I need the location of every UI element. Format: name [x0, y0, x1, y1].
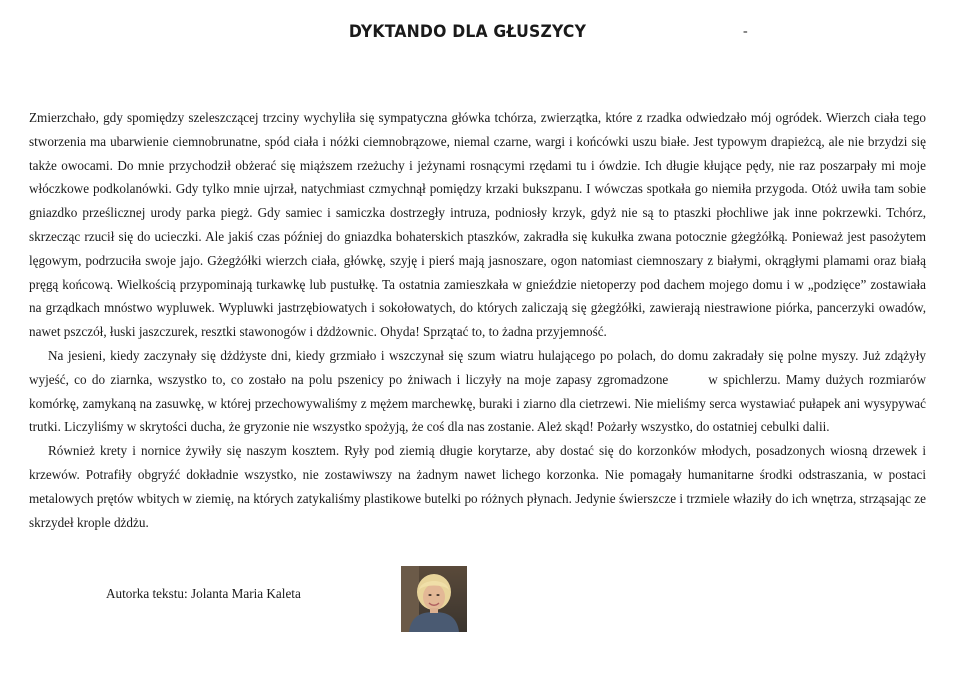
document-title: DYKTANDO DLA GŁUSZYCY: [348, 22, 587, 42]
paragraph-2: [29, 344, 926, 439]
paragraph-2-part-2: w spichlerzu. Mamy dużych rozmiarów komórkę, zamykaną na zasuwkę, w której przechowywaliśmy z mężem marchewkę, buraki i ziarno dla cietrzewi. Nie mieliśmy serca wystawiać pułapek ani wysypywać trutki. Liczyliśmy w skrytości ducha, że gryzonie nie wszystko spożyją, że coś dla nas zostanie. Ależ skąd! Pożarły wszystko, do ostatniej cebulki dalii.: [29, 371, 926, 435]
author-credit: Autorka tekstu: Jolanta Maria Kaleta: [106, 586, 301, 601]
paragraph-2-part-1: Na jesieni, kiedy zaczynały się dżdżyste dni, kiedy grzmiało i wszczynał się szum wiatru hulającego po polach, do domu zakradały się polne myszy. Już zdążyły wyjeść, co do ziarnka, wszystko to, co zostało na polu pszenicy po żniwach i liczyły na moje zapasy zgromadzone: [29, 347, 926, 387]
author-photo: [401, 566, 467, 632]
document-body: [29, 106, 926, 534]
paragraph-3: Również krety i nornice żywiły się naszym kosztem. Ryły pod ziemią długie korytarze, aby dostać się do korzonków młodych, posadzonych wiosną drzewek i krzewów. Potrafiły obgryźć dokładnie wszystko, nie zostawiwszy na żadnym nawet lichego korzonka. Nie pomagały humanitarne środki odstraszania, w postaci metalowych prętów wbitych w ziemię, na których zatykaliśmy plastikowe butelki po różnych płynach. Jedynie świerszcze i trzmiele właziły do ich wnętrza, strząsając ze skrzydeł krople dżdżu.: [29, 443, 926, 530]
paragraph-1: Zmierzchało, gdy spomiędzy szeleszczącej trzciny wychyliła się sympatyczna główka tchórza, zwierzątka, które z rzadka odwiedzało mój ogródek. Wierzch ciała tego stworzenia ma ubarwienie ciemnobrunatne, spód ciała i nóżki ciemnobrązowe, niemal czarne, wargi i końcówki uszu białe. Jest typowym drapieżcą, ale nie brzydzi się także owocami. Do mnie przychodził obżerać się miąższem rzeżuchy i jeżynami rosnącymi rzędami tu i ówdzie. Ich długie kłujące pędy, nie raz poszarpały mi moje włóczkowe podkolanówki. Gdy tylko mnie ujrzał, natychmiast czmychnął pomiędzy krzaki bukszpanu. I wówczas spotkała go niemiła przygoda. Otóż uwiła tam sobie gniazdko prześlicznej urody parka piegż. Gdy samiec i samiczka dostrzegły intruza, podniosły krzyk, gdyż nie są to ptaszki płochliwe jak inne pokrzewki. Tchórz, skrzecząc rzucił się do ucieczki. Ale jakiś czas później do gniazdka bohaterskich ptaszków, zakradła się kukułka zwana potocznie gżegżółką. Ponieważ jest pasożytem lęgowym, podrzuciła swoje jajo. Gżegżółki wierzch ciała, główkę, szyję i pierś mają jasnoszare, ogon natomiast ciemnoszary z białymi, okrągłymi plamami oraz białą pręgą końcową. Wielkością przypominają turkawkę lub pustułkę. Ta ostatnia zamieszkała w gnieździe nietoperzy pod dachem mojego domu i w „podzięce” zostawiała na grządkach mnóstwo wypluwek. Wypluwki jastrzębiowatych i sokołowatych, do których zaliczają się gżegżółki, zawierają niestrawione piórka, pancerzyki owadów, nawet pszczół, łuski jaszczurek, resztki stawonogów i dżdżownic. Ohyda! Sprzątać to, to żadna przyjemność.: [29, 110, 926, 340]
corner-mark: -: [743, 24, 748, 39]
